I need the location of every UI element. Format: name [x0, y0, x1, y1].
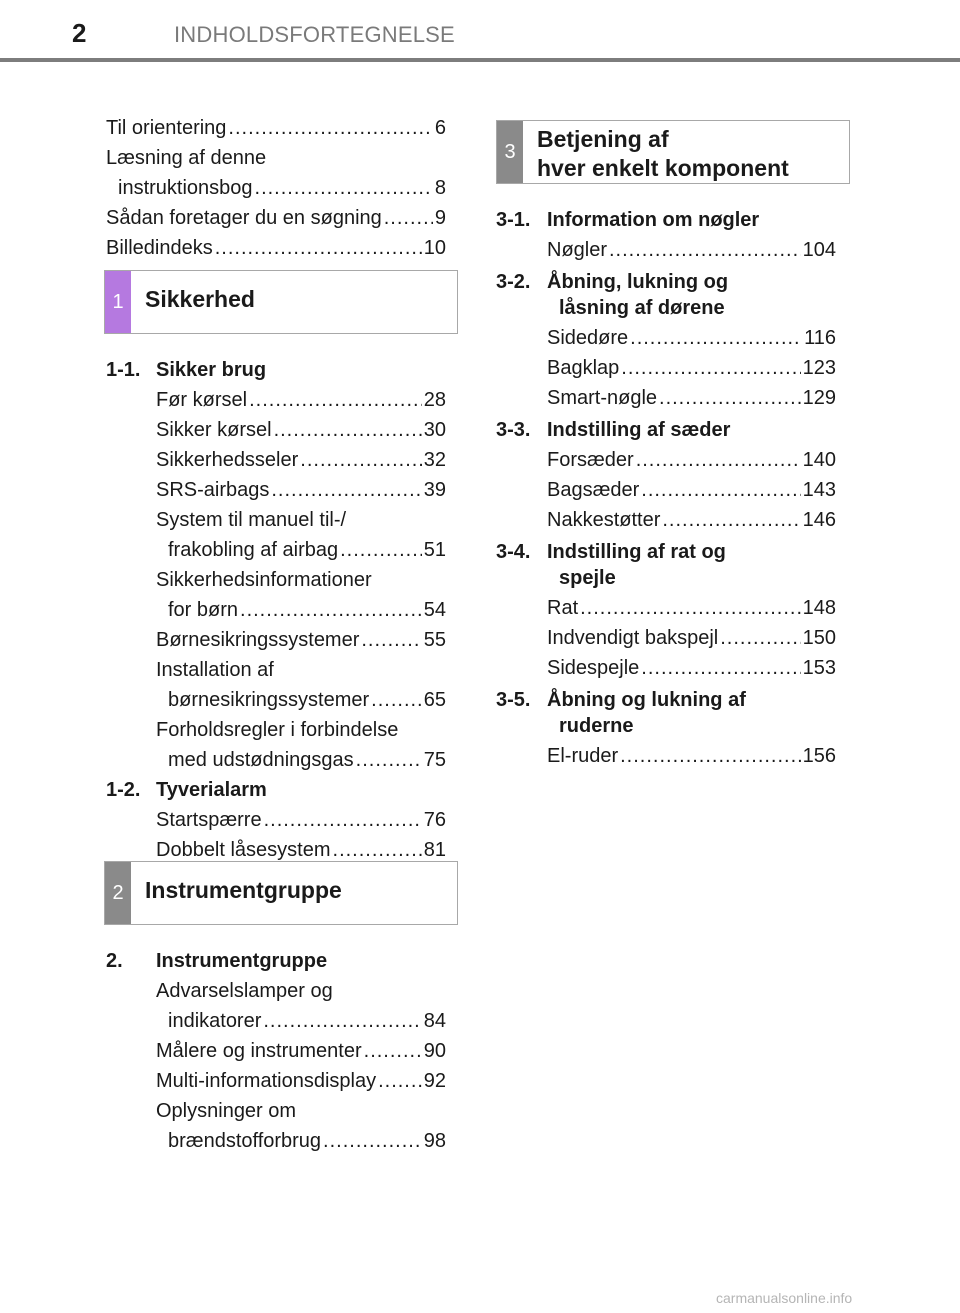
toc-entry-text[interactable]: frakobling af airbag	[168, 539, 339, 561]
toc-page-number[interactable]: 140	[802, 449, 836, 471]
subsection-title[interactable]: Sikker brug	[156, 359, 267, 381]
subsection-title[interactable]: ruderne	[559, 715, 634, 737]
toc-page-number[interactable]: 129	[802, 387, 836, 409]
toc-entry-text[interactable]: Nakkestøtter	[547, 509, 661, 531]
leader-dots	[263, 1008, 421, 1034]
toc-entry-text[interactable]: Bagsæder	[547, 479, 640, 501]
toc-page-number[interactable]: 8	[434, 177, 446, 199]
leader-dots	[609, 237, 801, 263]
toc-page-number[interactable]: 143	[802, 479, 836, 501]
leader-dots	[384, 205, 433, 231]
toc-page-number[interactable]: 55	[423, 629, 446, 651]
subsection-number: 3-3.	[496, 419, 531, 441]
leader-dots	[630, 325, 802, 351]
toc-entry-text[interactable]: Multi-informationsdisplay	[156, 1070, 377, 1092]
leader-dots	[249, 387, 422, 413]
toc-page-number[interactable]: 156	[802, 745, 836, 767]
toc-page-number[interactable]: 54	[423, 599, 446, 621]
leader-dots	[215, 235, 422, 261]
subsection-number: 3-4.	[496, 541, 531, 563]
toc-entry-text[interactable]: Sidespejle	[547, 657, 640, 679]
toc-page-number[interactable]: 90	[423, 1040, 446, 1062]
toc-page-number[interactable]: 146	[802, 509, 836, 531]
toc-page-number[interactable]: 32	[423, 449, 446, 471]
subsection-title[interactable]: låsning af dørene	[559, 297, 725, 319]
leader-dots	[255, 175, 433, 201]
subsection-title[interactable]: Åbning og lukning af	[547, 689, 746, 711]
toc-entry-text[interactable]: Sikker kørsel	[156, 419, 272, 441]
toc-entry-text[interactable]: Advarselslamper og	[156, 980, 333, 1002]
subsection-title[interactable]: Instrumentgruppe	[156, 950, 328, 972]
leader-dots	[641, 477, 800, 503]
section-number-tab: 3	[497, 121, 523, 183]
toc-entry-text[interactable]: Startspærre	[156, 809, 262, 831]
toc-entry-text[interactable]: Forholdsregler i forbindelse	[156, 719, 399, 741]
leader-dots	[371, 687, 422, 713]
toc-entry-text[interactable]: Bagklap	[547, 357, 620, 379]
toc-page-number[interactable]: 6	[434, 117, 446, 139]
subsection-title[interactable]: Tyverialarm	[156, 779, 267, 801]
section-header-s2[interactable]	[104, 861, 458, 925]
toc-entry-text[interactable]: System til manuel til-/	[156, 509, 347, 531]
leader-dots	[641, 655, 800, 681]
toc-entry-text[interactable]: Installation af	[156, 659, 274, 681]
leader-dots	[659, 385, 801, 411]
leader-dots	[333, 837, 422, 863]
leader-dots	[264, 807, 422, 833]
leader-dots	[636, 447, 801, 473]
toc-page-number[interactable]: 116	[804, 327, 836, 349]
subsection-number: 3-1.	[496, 209, 531, 231]
leader-dots	[621, 355, 800, 381]
section-header-s1[interactable]	[104, 270, 458, 334]
toc-entry-text[interactable]: SRS-airbags	[156, 479, 270, 501]
toc-entry-text[interactable]: med udstødningsgas	[168, 749, 354, 771]
toc-page-number[interactable]: 98	[423, 1130, 446, 1152]
page-number: 2	[72, 18, 87, 48]
leader-dots	[271, 477, 421, 503]
leader-dots	[361, 627, 421, 653]
section-number-tab: 2	[105, 862, 131, 924]
subsection-title[interactable]: Indstilling af rat og	[547, 541, 726, 563]
toc-page-number[interactable]: 51	[423, 539, 446, 561]
section-title: Instrumentgruppe	[145, 877, 342, 903]
toc-entry-text[interactable]: Smart-nøgle	[547, 387, 658, 409]
toc-entry-text[interactable]: Før kørsel	[156, 389, 248, 411]
subsection-title[interactable]: Information om nøgler	[547, 209, 760, 231]
leader-dots	[240, 597, 422, 623]
subsection-number: 3-2.	[496, 271, 531, 293]
leader-dots	[720, 625, 800, 651]
toc-entry-text[interactable]: for børn	[168, 599, 239, 621]
toc-page-number[interactable]: 75	[423, 749, 446, 771]
toc-page-number[interactable]: 28	[423, 389, 446, 411]
leader-dots	[340, 537, 422, 563]
toc-entry-text[interactable]: Børnesikringssystemer	[156, 629, 360, 651]
leader-dots	[323, 1128, 422, 1154]
leader-dots	[274, 417, 422, 443]
toc-page-number[interactable]: 65	[423, 689, 446, 711]
section-title: hver enkelt komponent	[537, 155, 789, 181]
toc-page-number[interactable]: 153	[802, 657, 836, 679]
subsection-title[interactable]: Indstilling af sæder	[547, 419, 731, 441]
watermark: carmanualsonline.info	[716, 1290, 853, 1306]
toc-entry-text[interactable]: Sådan foretager du en søgning	[106, 207, 382, 229]
toc-entry-text[interactable]: brændstofforbrug	[168, 1130, 322, 1152]
subsection-number: 1-1.	[106, 359, 141, 381]
toc-entry-text[interactable]: instruktionsbog	[118, 177, 253, 199]
section-header-s3[interactable]	[496, 120, 850, 184]
section-number-tab: 1	[105, 271, 131, 333]
toc-page-number[interactable]: 150	[802, 627, 836, 649]
toc-page-number[interactable]: 10	[423, 237, 446, 259]
toc-entry-text[interactable]: Læsning af denne	[106, 147, 267, 169]
subsection-title[interactable]: spejle	[559, 567, 616, 589]
header-rule	[0, 58, 960, 62]
toc-page-number[interactable]: 39	[423, 479, 446, 501]
leader-dots	[356, 747, 422, 773]
subsection-title[interactable]: Åbning, lukning og	[547, 271, 729, 293]
toc-page-number[interactable]: 76	[423, 809, 446, 831]
toc-entry-text[interactable]: Billedindeks	[106, 237, 213, 259]
toc-entry-text[interactable]: børnesikringssystemer	[168, 689, 370, 711]
toc-entry-text[interactable]: Sikkerhedsinformationer	[156, 569, 372, 591]
toc-entry-text[interactable]: Oplysninger om	[156, 1100, 297, 1122]
toc-entry-text[interactable]: Sikkerhedsseler	[156, 449, 299, 471]
page-header	[0, 0, 960, 62]
toc-entry-text[interactable]: Forsæder	[547, 449, 634, 471]
toc-page-number[interactable]: 9	[434, 207, 446, 229]
toc-page-number[interactable]: 123	[802, 357, 836, 379]
subsection-number: 1-2.	[106, 779, 141, 801]
toc-entry-text[interactable]: El-ruder	[547, 745, 619, 767]
toc-entry-text[interactable]: Indvendigt bakspejl	[547, 627, 719, 649]
header-title: INDHOLDSFORTEGNELSE	[174, 22, 455, 47]
toc-entry-text[interactable]: Nøgler	[547, 239, 608, 261]
leader-dots	[300, 447, 421, 473]
section-title: Betjening af	[537, 126, 669, 152]
leader-dots	[378, 1068, 422, 1094]
section-title: Sikkerhed	[145, 286, 255, 312]
toc-page-number[interactable]: 84	[423, 1010, 446, 1032]
toc-entry-text[interactable]: indikatorer	[168, 1010, 262, 1032]
toc-entry-text[interactable]: Dobbelt låsesystem	[156, 839, 331, 861]
toc-page-number[interactable]: 148	[802, 597, 836, 619]
toc-page-number[interactable]: 104	[802, 239, 836, 261]
leader-dots	[580, 595, 801, 621]
toc-entry-text[interactable]: Rat	[547, 597, 579, 619]
leader-dots	[228, 115, 432, 141]
subsection-number: 2.	[106, 950, 123, 972]
leader-dots	[364, 1038, 422, 1064]
subsection-number: 3-5.	[496, 689, 531, 711]
toc-page-number[interactable]: 92	[423, 1070, 446, 1092]
toc-page-number[interactable]: 81	[423, 839, 446, 861]
leader-dots	[620, 743, 800, 769]
toc-entry-text[interactable]: Målere og instrumenter	[156, 1040, 362, 1062]
toc-entry-text[interactable]: Sidedøre	[547, 327, 629, 349]
toc-entry-text[interactable]: Til orientering	[106, 117, 227, 139]
leader-dots	[662, 507, 800, 533]
toc-page-number[interactable]: 30	[423, 419, 446, 441]
